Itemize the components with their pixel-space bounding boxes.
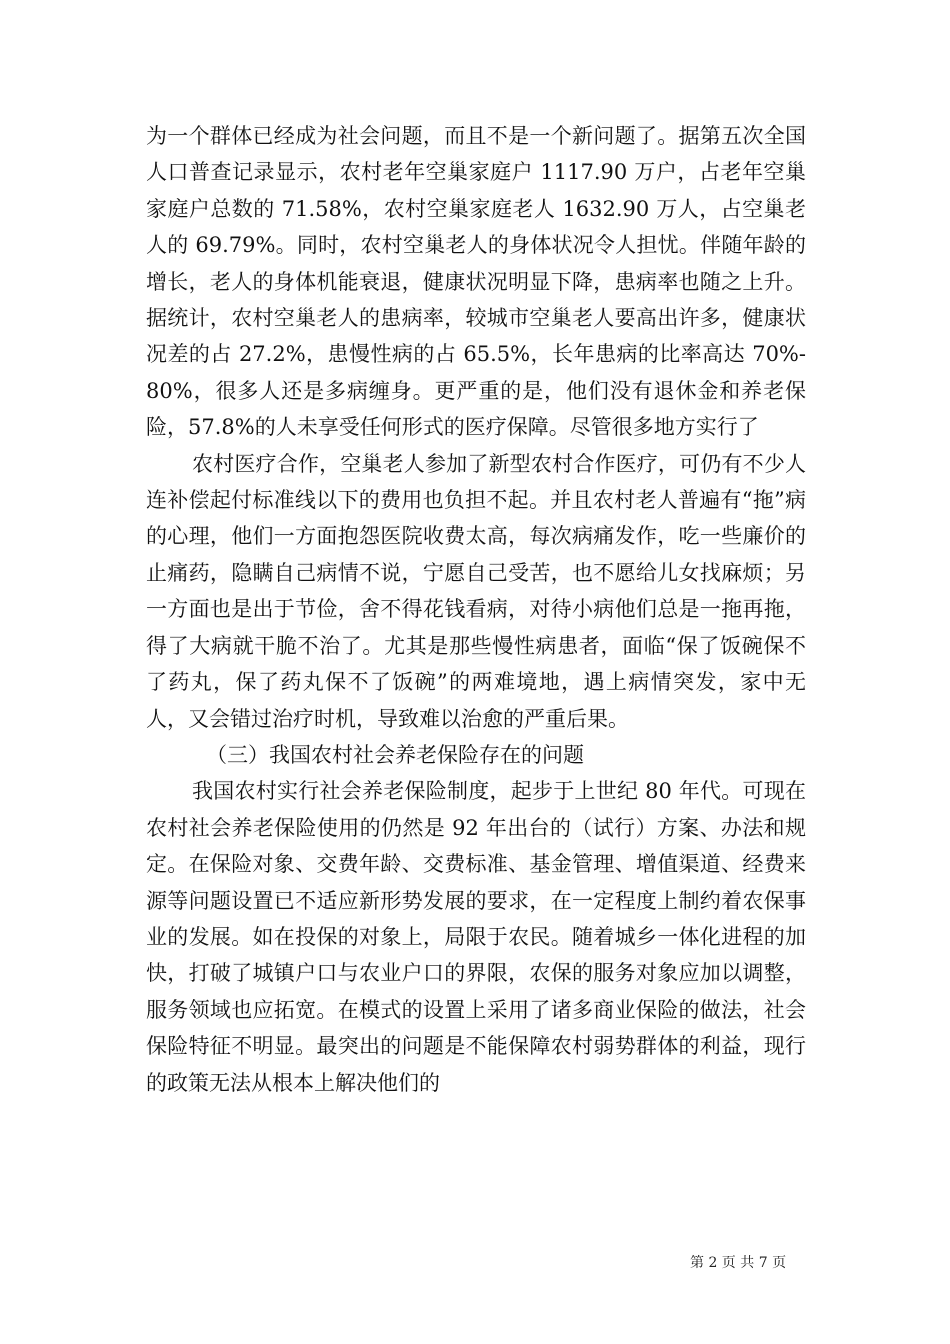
- document-body: [146, 118, 806, 1101]
- paragraph-empty-nest-statistics: 为一个群体已经成为社会问题，而且不是一个新问题了。据第五次全国人口普查记录显示，农村老年空巢家庭户 1117.90 万户，占老年空巢家庭户总数的 71.58%，农村空巢家庭老人 1632.90 万人，占空巢老人的 69.79%。同时，农村空巢老人的身体状况令人担忧。伴随年龄的增长，老人的身体机能衰退，健康状况明显下降，患病率也随之上升。据统计，农村空巢老人的患病率，较城市空巢老人要高出许多，健康状况差的占 27.2%，患慢性病的占 65.5%，长年患病的比率高达 70%-80%，很多人还是多病缠身。更严重的是，他们没有退休金和养老保险，57.8%的人未享受任何形式的医疗保障。尽管很多地方实行了: [146, 124, 806, 440]
- paragraph-rural-medical-cooperation: 农村医疗合作，空巢老人参加了新型农村合作医疗，可仍有不少人连补偿起付标准线以下的费用也负担不起。并且农村老人普遍有“拖”病的心理，他们一方面抱怨医院收费太高，每次病痛发作，吃一些廉价的止痛药，隐瞒自己病情不说，宁愿自己受苦，也不愿给儿女找麻烦；另一方面也是出于节俭，舍不得花钱看病，对待小病他们总是一拖再拖，得了大病就干脆不治了。尤其是那些慢性病患者，面临“保了饭碗保不了药丸，保了药丸保不了饭碗”的两难境地，遇上病情突发，家中无人，又会错过治疗时机，导致难以治愈的严重后果。: [146, 451, 806, 731]
- section-heading: （三）我国农村社会养老保险存在的问题: [206, 742, 584, 767]
- paragraph-rural-pension-insurance: 我国农村实行社会养老保险制度，起步于上世纪 80 年代。可现在农村社会养老保险使用的仍然是 92 年出台的（试行）方案、办法和规定。在保险对象、交费年龄、交费标准、基金管理、增值渠道、经费来源等问题设置已不适应新形势发展的要求，在一定程度上制约着农保事业的发展。如在投保的对象上，局限于农民。随着城乡一体化进程的加快，打破了城镇户口与农业户口的界限，农保的服务对象应加以调整，服务领域也应拓宽。在模式的设置上采用了诸多商业保险的做法，社会保险特征不明显。最突出的问题是不能保障农村弱势群体的利益，现行的政策无法从根本上解决他们的: [146, 779, 806, 1095]
- page-number-footer: 第 2 页 共 7 页: [690, 1255, 787, 1271]
